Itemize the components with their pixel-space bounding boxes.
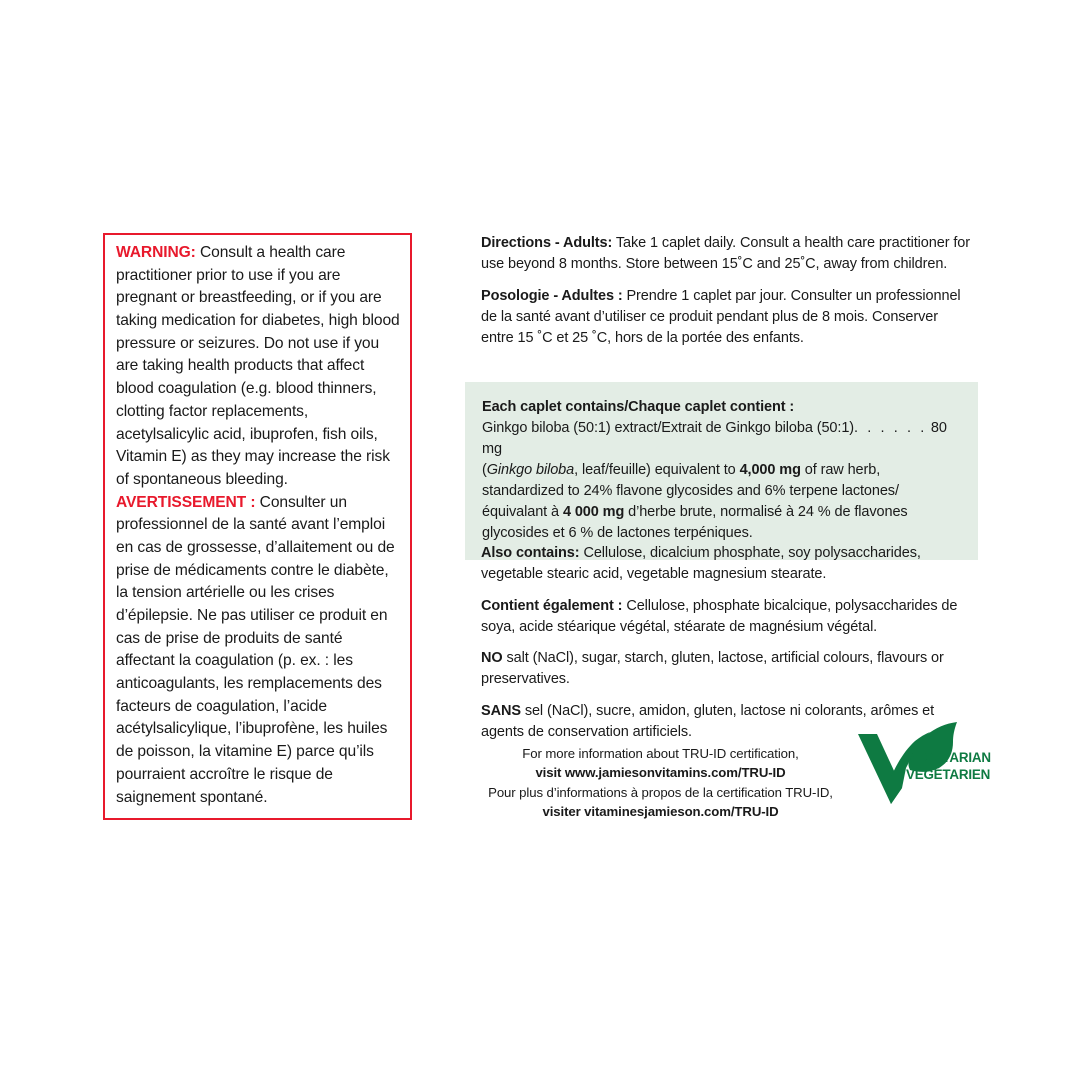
directions-french-body: Prendre 1 caplet par jour. Consulter un professionnel de la santé avant d’utiliser ce produit pendant plus de 8 mois. Conserver entre 15 ˚C et 25 ˚C, hors de la portée des enfants.: [481, 288, 961, 347]
free-from-french-lead: SANS: [481, 703, 521, 720]
also-contains-french-paragraph: [481, 596, 975, 638]
ingredient-amount: 80 mg: [482, 420, 947, 458]
directions-english-paragraph: [481, 233, 973, 275]
also-contains-section: [481, 543, 975, 638]
ingredient-scientific-name: Ginkgo biloba: [486, 462, 575, 479]
free-from-english-paragraph: [481, 648, 975, 690]
vegetarian-logo: [858, 716, 991, 820]
ingredient-dot-leaders: . . . . . .: [854, 420, 927, 437]
ingredient-detail-a: , leaf/feuille) equivalent to: [574, 462, 740, 479]
vegetarian-label-french: VÉGÉTARIEN: [906, 767, 991, 783]
ingredient-name: Ginkgo biloba (50:1) extract/Extrait de Ginkgo biloba (50:1): [482, 420, 855, 437]
ingredient-panel-heading: [482, 397, 962, 418]
also-contains-french-lead: Contient également :: [481, 598, 623, 615]
also-contains-french-body: Cellulose, phosphate bicalcique, polysaccharides de soya, acide stéarique végétal, stéarate de magnésium végétal.: [481, 598, 958, 636]
also-contains-english-lead: Also contains:: [481, 545, 580, 561]
free-from-english-lead: NO: [481, 650, 503, 666]
warning-french-paragraph: [116, 492, 400, 810]
truid-certification-note: [466, 744, 855, 821]
free-from-english-body: salt (NaCl), sugar, starch, gluten, lactose, artificial colours, flavours or preservatives.: [481, 650, 944, 688]
ingredient-detail: [482, 418, 962, 544]
free-from-spacer: [481, 690, 975, 701]
free-from-french-body: sel (NaCl), sucre, amidon, gluten, lactose ni colorants, arômes et agents de conservation artificiels.: [481, 703, 935, 741]
directions-french-lead: Posologie - Adultes :: [481, 288, 623, 305]
raw-herb-amount-french: 4 000 mg: [562, 504, 625, 521]
raw-herb-amount-english: 4,000 mg: [739, 462, 801, 479]
directions-english-body: Take 1 caplet daily. Consult a health care practitioner for use beyond 8 months. Store between 15˚C and 25˚C, away from children.: [481, 235, 970, 273]
vegetarian-logo-text: [906, 749, 991, 783]
ingredient-detail-b: of raw herb, standardized to 24% flavone glycosides and 6% terpene lactones/: [482, 462, 899, 500]
directions-spacer: [481, 275, 973, 286]
warning-english-body: Consult a health care practitioner prior to use if you are pregnant or breastfeeding, or if you are taking medication for diabetes, high blood pressure or seizures. Do not use if you are taking health products that affect blood coagulation (e.g. blood thinners, clotting factor replacements, acetylsalicylic acid, ibuprofen, fish oils, Vitamin E) as they may increase the risk of spontaneous bleeding.: [116, 244, 400, 488]
ingredient-detail-d: d’herbe brute, normalisé à 24 % de flavones glycosides et 6 % de lactones terpéniques.: [482, 504, 908, 542]
truid-english-line2: visit www.jamiesonvitamins.com/TRU-ID: [535, 765, 786, 781]
directions-section: [481, 233, 973, 349]
warning-english-heading: WARNING:: [116, 244, 196, 261]
also-contains-english-paragraph: [481, 543, 975, 585]
directions-english-lead: Directions - Adults:: [481, 235, 613, 251]
directions-french-paragraph: [481, 286, 973, 349]
ingredient-panel: [465, 382, 978, 560]
truid-french-line2: visiter vitaminesjamieson.com/TRU-ID: [542, 803, 779, 819]
ingredient-open-paren: (: [482, 462, 487, 479]
also-contains-english-body: Cellulose, dicalcium phosphate, soy polysaccharides, vegetable stearic acid, vegetable magnesium stearate.: [481, 545, 921, 583]
truid-french-line1: Pour plus d’informations à propos de la certification TRU-ID,: [488, 784, 833, 800]
vegetarian-label-english: VEGETARIAN: [906, 750, 991, 765]
also-contains-spacer: [481, 585, 975, 596]
ingredient-detail-c: équivalant à: [482, 504, 563, 521]
ingredient-heading-text: Each caplet contains/Chaque caplet contient :: [482, 399, 795, 415]
truid-english-line1: For more information about TRU-ID certification,: [522, 746, 799, 761]
warning-english-paragraph: [116, 242, 400, 492]
warning-box: [103, 233, 412, 820]
warning-french-heading: AVERTISSEMENT :: [116, 493, 256, 511]
warning-french-body: Consulter un professionnel de la santé avant l’emploi en cas de grossesse, d’allaitement ou de prise de médicaments contre le diabète, la tension artérielle ou les crises d’épilepsie. Ne pas utiliser ce produit en cas de prise de produits de santé affectant la coagulation (p. ex. : les anticoagulants, les remplacements des facteurs de coagulation, l’acide acétylsalicylique, l’ibuprofène, les huiles de poisson, la vitamine E) parce qu’ils pourraient accroître le risque de saignement spontané.: [116, 493, 395, 806]
